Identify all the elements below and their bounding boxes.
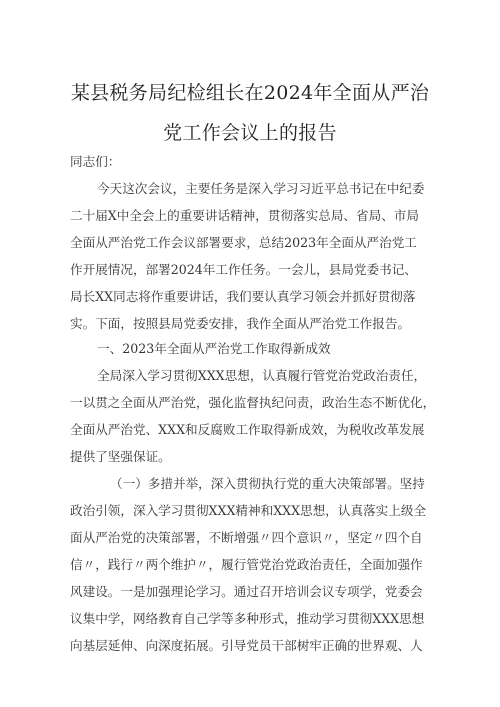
body-line: 一以贯之全面从严治党，强化监督执纪问责，政治生态不断优化，: [70, 395, 436, 410]
salutation: 同志们：: [70, 154, 121, 169]
body-line: 风建设。一是加强理论学习。通过召开培训会议专项学，党委会: [70, 584, 423, 599]
body-line: 全面从严治党工作会议部署要求，总结2023年全面从严治党工: [70, 235, 417, 250]
body-line: 今天这次会议，主要任务是深入学习习近平总书记在中纪委: [97, 181, 425, 196]
document-title-line-1: 某县税务局纪检组长在2024年全面从严治: [70, 82, 430, 104]
body-line: 局长XX同志将作重要讲话，我们要认真学习领会并抓好贯彻落: [70, 289, 416, 304]
body-line: 政治引领，深入学习贯彻XXX精神和XXX思想，认真落实上级全: [70, 503, 427, 518]
section-heading: 一、2023年全面从严治党工作取得新成效: [97, 341, 331, 356]
body-line: 二十届X中全会上的重要讲话精神，贯彻落实总局、省局、市局: [70, 208, 419, 223]
body-line: 向基层延伸、向深度拓展。引导党员干部树牢正确的世界观、人: [70, 638, 423, 653]
body-line: 实。下面，按照县局党委安排，我作全面从严治党工作报告。: [70, 316, 411, 331]
document-title-line-2: 党工作会议上的报告: [163, 122, 337, 144]
body-line: 议集中学，网络教育自己学等多种形式，推动学习贯彻XXX思想: [70, 611, 425, 626]
subsection-heading: （一）多措并举，深入贯彻执行党的重大决策部署。坚持: [110, 476, 425, 491]
body-line: 提供了坚强保证。: [70, 449, 171, 464]
body-line: 全局深入学习贯彻XXX思想，认真履行管党治党政治责任，: [97, 368, 427, 383]
body-line: 面从严治党的决策部署，不断增强〃四个意识〃，坚定〃四个自: [70, 530, 423, 545]
body-line: 信〃，践行〃两个维护〃，履行管党治党政治责任，全面加强作: [70, 557, 423, 572]
body-line: 全面从严治党、XXX和反腐败工作取得新成效，为税收改革发展: [70, 422, 425, 437]
body-line: 作开展情况，部署2024年工作任务。一会儿，县局党委书记、: [70, 262, 417, 277]
